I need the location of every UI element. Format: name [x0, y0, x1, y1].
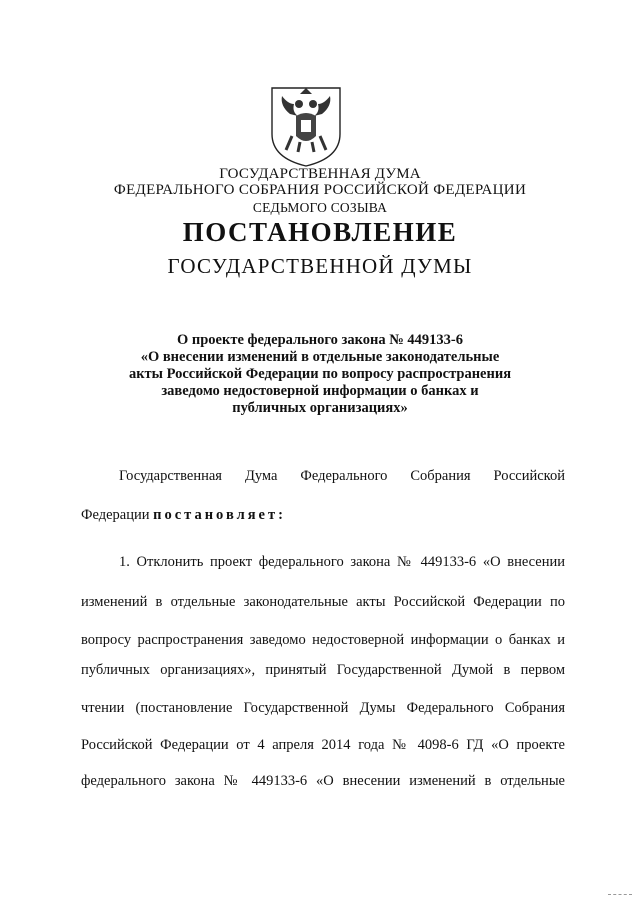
clause-line: Российской Федерации от 4 апреля 2014 года № 4098-6 ГД «О проекте: [81, 737, 565, 753]
issuer-title: ГОСУДАРСТВЕННОЙ ДУМЫ: [167, 254, 473, 278]
preamble-line: [81, 507, 565, 524]
resolves-word: постановляет:: [153, 507, 286, 523]
coat-of-arms-icon: [268, 84, 344, 168]
subject-line: заведомо недостоверной информации о банках и: [161, 383, 479, 399]
clause-line: публичных организациях», принятый Государственной Думой в первом: [81, 662, 565, 678]
page-edge-mark: [608, 894, 632, 895]
subject-line: публичных организациях»: [232, 400, 408, 416]
preamble-line: Государственная Дума Федерального Собрания Российской: [119, 468, 565, 484]
convocation: СЕДЬМОГО СОЗЫВА: [252, 200, 388, 215]
document-type-title: ПОСТАНОВЛЕНИЕ: [182, 217, 458, 247]
org-name-line2: ФЕДЕРАЛЬНОГО СОБРАНИЯ РОССИЙСКОЙ ФЕДЕРАЦИИ: [113, 182, 527, 198]
clause-line: федерального закона № 449133-6 «О внесении изменений в отдельные: [81, 773, 565, 789]
clause-line: изменений в отдельные законодательные акты Российской Федерации по: [81, 594, 565, 610]
clause-line: чтении (постановление Государственной Думы Федерального Собрания: [81, 700, 565, 716]
clause-line: 1. Отклонить проект федерального закона № 449133-6 «О внесении: [119, 554, 565, 570]
preamble-subject: Федерации: [81, 507, 150, 523]
subject-line: О проекте федерального закона № 449133-6: [176, 332, 464, 348]
subject-line: «О внесении изменений в отдельные законодательные: [140, 349, 500, 365]
resolution-subject: [100, 332, 540, 417]
subject-line: акты Российской Федерации по вопросу распространения: [128, 366, 512, 382]
clause-line: вопросу распространения заведомо недостоверной информации о банках и: [81, 632, 565, 648]
org-name-line1: ГОСУДАРСТВЕННАЯ ДУМА: [219, 166, 421, 182]
